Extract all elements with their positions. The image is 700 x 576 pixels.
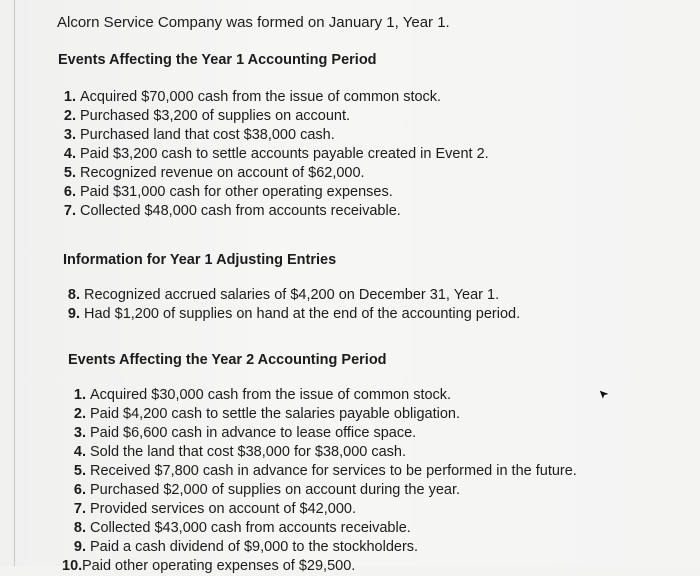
year2-events-list (62, 386, 577, 576)
list-item: 6. Purchased $2,000 of supplies on account during the year. (73, 482, 461, 498)
list-item: 7. Collected $48,000 cash from accounts receivable. (63, 203, 401, 219)
list-item: 2. Purchased $3,200 of supplies on account. (63, 108, 351, 124)
list-item: 8. Recognized accrued salaries of $4,200 on December 31, Year 1. (67, 287, 500, 303)
intro-text: Alcorn Service Company was formed on January 1, Year 1. (57, 14, 450, 31)
mouse-pointer-icon (597, 388, 611, 402)
list-item: 6. Paid $31,000 cash for other operating expenses. (63, 184, 393, 200)
list-item: 5. Recognized revenue on account of $62,000. (63, 165, 365, 181)
list-item: 5. Received $7,800 cash in advance for services to be performed in the future. (73, 463, 577, 479)
adjusting-entries-list (64, 286, 520, 324)
list-item: 3. Purchased land that cost $38,000 cash. (63, 127, 335, 143)
list-item: 3. Paid $6,600 cash in advance to lease office space. (73, 425, 417, 441)
list-item: 10.Paid other operating expenses of $29,500. (62, 558, 356, 574)
section-heading-adjusting-entries: Information for Year 1 Adjusting Entries (63, 252, 337, 268)
year1-events-list (60, 88, 489, 221)
list-item: 9. Paid a cash dividend of $9,000 to the stockholders. (73, 539, 419, 555)
section-heading-year2-events: Events Affecting the Year 2 Accounting Period (68, 352, 387, 368)
list-item: 8. Collected $43,000 cash from accounts receivable. (73, 520, 411, 536)
list-item: 1. Acquired $30,000 cash from the issue of common stock. (73, 387, 452, 403)
list-item: 4. Sold the land that cost $38,000 for $38,000 cash. (73, 444, 407, 460)
list-item: 1. Acquired $70,000 cash from the issue of common stock. (63, 89, 442, 105)
list-item: 2. Paid $4,200 cash to settle the salaries payable obligation. (73, 406, 460, 422)
left-margin-line (14, 0, 15, 566)
list-item: 7. Provided services on account of $42,000. (73, 501, 356, 517)
section-heading-year1-events: Events Affecting the Year 1 Accounting Period (58, 52, 377, 68)
list-item: 9. Had $1,200 of supplies on hand at the end of the accounting period. (67, 306, 521, 322)
list-item: 4. Paid $3,200 cash to settle accounts payable created in Event 2. (63, 146, 489, 162)
